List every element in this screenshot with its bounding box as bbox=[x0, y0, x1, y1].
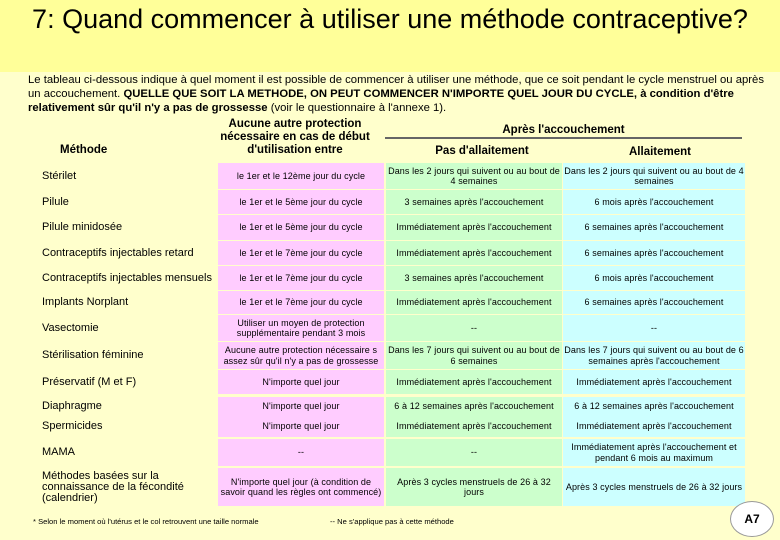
postpartum-no-breastfeeding: 3 semaines après l'accouchement bbox=[386, 190, 562, 214]
postpartum-breastfeeding: 6 à 12 semaines après l'accouchement bbox=[563, 397, 745, 416]
start-window: Utiliser un moyen de protection supplémentaire pendant 3 mois bbox=[218, 315, 384, 341]
intro-text-1: Le tableau ci-dessous indique à quel moment il est possible de commencer à utiliser une méthode, que ce soit pendant le cycle menstruel ou après un accouchement. bbox=[28, 74, 764, 100]
postpartum-no-breastfeeding: Immédiatement après l'accouchement bbox=[386, 291, 562, 314]
postpartum-no-breastfeeding: Après 3 cycles menstruels de 26 à 32 jours bbox=[386, 468, 562, 506]
footnote-dash: -- Ne s'applique pas à cette méthode bbox=[330, 517, 454, 526]
intro-text-2: (voir le questionnaire à l'annexe 1). bbox=[267, 102, 447, 114]
method-name: Contraceptifs injectables retard bbox=[42, 246, 194, 259]
start-window: N'importe quel jour bbox=[218, 397, 384, 416]
table-row bbox=[0, 370, 780, 394]
postpartum-no-breastfeeding: -- bbox=[386, 439, 562, 466]
start-window: le 1er et le 5ème jour du cycle bbox=[218, 215, 384, 240]
postpartum-no-breastfeeding: 6 à 12 semaines après l'accouchement bbox=[386, 397, 562, 416]
postpartum-no-breastfeeding: Immédiatement après l'accouchement bbox=[386, 416, 562, 437]
method-name: Diaphragme bbox=[42, 400, 102, 412]
slide-badge: A7 bbox=[730, 501, 774, 537]
start-window: le 1er et le 5ème jour du cycle bbox=[218, 190, 384, 214]
postpartum-breastfeeding: Immédiatement après l'accouchement et pendant 6 mois au maximum bbox=[563, 439, 745, 466]
table-row bbox=[0, 416, 780, 437]
page-title: 7: Quand commencer à utiliser une méthode contraceptive? bbox=[0, 0, 780, 72]
postpartum-breastfeeding: 6 mois après l'accouchement bbox=[563, 190, 745, 214]
method-name: Stérilisation féminine bbox=[42, 349, 144, 361]
postpartum-no-breastfeeding: Dans les 7 jours qui suivent ou au bout de 6 semaines bbox=[386, 342, 562, 369]
postpartum-breastfeeding: 6 mois après l'accouchement bbox=[563, 266, 745, 290]
method-name: Spermicides bbox=[42, 420, 103, 432]
table-row bbox=[0, 315, 780, 341]
postpartum-no-breastfeeding: Dans les 2 jours qui suivent ou au bout de 4 semaines bbox=[386, 163, 562, 189]
method-name: Implants Norplant bbox=[42, 296, 129, 308]
footnote-asterisk: * Selon le moment où l'utérus et le col retrouvent une taille normale bbox=[33, 517, 259, 526]
postpartum-breastfeeding: 6 semaines après l'accouchement bbox=[563, 241, 745, 265]
table-row bbox=[0, 266, 780, 290]
table-row bbox=[0, 342, 780, 369]
postpartum-breastfeeding: Après 3 cycles menstruels de 26 à 32 jours bbox=[563, 468, 745, 506]
start-window: -- bbox=[218, 439, 384, 466]
postpartum-breastfeeding: Dans les 7 jours qui suivent ou au bout de 6 semaines après l'accouchement bbox=[563, 342, 745, 369]
header-allaitement: Allaitement bbox=[629, 146, 691, 158]
postpartum-breastfeeding: 6 semaines après l'accouchement bbox=[563, 291, 745, 314]
table-row bbox=[0, 215, 780, 240]
postpartum-breastfeeding: 6 semaines après l'accouchement bbox=[563, 215, 745, 240]
postpartum-breastfeeding: Immédiatement après l'accouchement bbox=[563, 370, 745, 394]
table-row bbox=[0, 291, 780, 314]
postpartum-no-breastfeeding: -- bbox=[386, 315, 562, 341]
header-divider bbox=[385, 137, 742, 139]
method-name: Préservatif (M et F) bbox=[42, 375, 137, 388]
start-window: le 1er et le 7ème jour du cycle bbox=[218, 266, 384, 290]
start-window: le 1er et le 12ème jour du cycle bbox=[218, 163, 384, 189]
method-name: Pilule minidosée bbox=[42, 221, 123, 233]
method-name: MAMA bbox=[42, 446, 75, 458]
table-row bbox=[0, 439, 780, 466]
postpartum-no-breastfeeding: Immédiatement après l'accouchement bbox=[386, 370, 562, 394]
table-row bbox=[0, 241, 780, 265]
table-row bbox=[0, 190, 780, 214]
header-autre-protection: Aucune autre protection nécessaire en cas de début d'utilisation entre bbox=[220, 118, 370, 156]
method-name: Pilule bbox=[42, 195, 69, 208]
start-window: le 1er et le 7ème jour du cycle bbox=[218, 241, 384, 265]
start-window: N'importe quel jour bbox=[218, 416, 384, 437]
table-row bbox=[0, 397, 780, 416]
method-name: Stérilet bbox=[42, 169, 77, 182]
method-name: Vasectomie bbox=[42, 321, 99, 334]
table-row bbox=[0, 163, 780, 189]
start-window: le 1er et le 7ème jour du cycle bbox=[218, 291, 384, 314]
intro-bold: QUELLE QUE SOIT LA METHODE, ON PEUT COMMENCER N'IMPORTE QUEL JOUR DU CYCLE, à condition d'être relativement sûr qu'il n'y a pas de grossesse bbox=[28, 88, 734, 114]
header-pas-allaitement: Pas d'allaitement bbox=[435, 145, 529, 157]
postpartum-no-breastfeeding: Immédiatement après l'accouchement bbox=[386, 215, 562, 240]
postpartum-breastfeeding: Immédiatement après l'accouchement bbox=[563, 416, 745, 437]
table-row bbox=[0, 468, 780, 506]
method-name: Méthodes basées sur la connaissance de la fécondité (calendrier) bbox=[42, 469, 184, 504]
postpartum-breastfeeding: -- bbox=[563, 315, 745, 341]
start-window: N'importe quel jour bbox=[218, 370, 384, 394]
start-window: Aucune autre protection nécessaire s assez sûr qu'il n'y a pas de grossesse bbox=[218, 342, 384, 369]
postpartum-no-breastfeeding: 3 semaines après l'accouchement bbox=[386, 266, 562, 290]
method-name: Contraceptifs injectables mensuels bbox=[42, 271, 212, 284]
postpartum-breastfeeding: Dans les 2 jours qui suivent ou au bout de 4 semaines bbox=[563, 163, 745, 189]
header-apres-accouchement: Après l'accouchement bbox=[502, 124, 625, 136]
intro-paragraph bbox=[28, 73, 778, 115]
postpartum-no-breastfeeding: Immédiatement après l'accouchement bbox=[386, 241, 562, 265]
start-window: N'importe quel jour (à condition de savoir quand les règles ont commencé) bbox=[218, 468, 384, 506]
header-method: Méthode bbox=[60, 144, 108, 156]
